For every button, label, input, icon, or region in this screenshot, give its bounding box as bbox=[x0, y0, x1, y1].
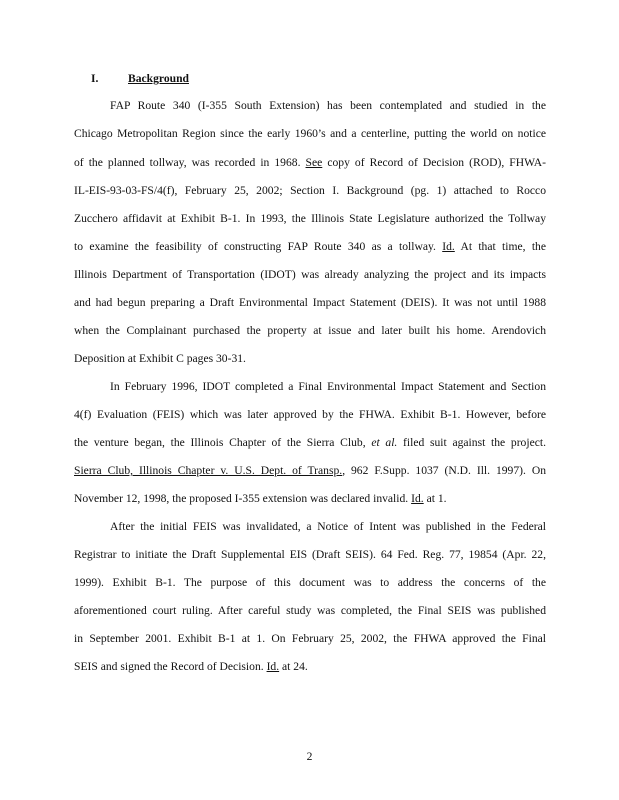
text-line: when the Complainant purchased the property at issue and later built his home. Arendovich bbox=[74, 324, 546, 337]
page-number: 2 bbox=[306, 750, 313, 763]
section-title: Background bbox=[128, 72, 189, 85]
italic-et-al: et al. bbox=[371, 436, 398, 449]
text-line: aforementioned court ruling. After careful study was completed, the Final SEIS was published bbox=[74, 604, 546, 617]
text-line: in September 2001. Exhibit B-1 at 1. On February 25, 2002, the FHWA approved the Final bbox=[74, 632, 546, 645]
text-line: to examine the feasibility of constructing FAP Route 340 as a tollway. Id. At that time, the bbox=[74, 240, 546, 253]
citation-signal: See bbox=[305, 156, 323, 169]
citation-id: Id. bbox=[442, 240, 455, 253]
text-line: SEIS and signed the Record of Decision. Id. at 24. bbox=[74, 660, 308, 673]
text-line: 4(f) Evaluation (FEIS) which was later approved by the FHWA. Exhibit B-1. However, before bbox=[74, 408, 546, 421]
text-line: the venture began, the Illinois Chapter of the Sierra Club, et al. filed suit against the project. bbox=[74, 436, 546, 449]
text-line: FAP Route 340 (I-355 South Extension) has been contemplated and studied in the bbox=[110, 99, 546, 112]
text-line: November 12, 1998, the proposed I-355 extension was declared invalid. Id. at 1. bbox=[74, 492, 447, 505]
text-line: of the planned tollway, was recorded in 1968. See copy of Record of Decision (ROD), FHWA- bbox=[74, 156, 546, 169]
text-line: IL-EIS-93-03-FS/4(f), February 25, 2002; Section I. Background (pg. 1) attached to Rocco bbox=[74, 184, 546, 197]
text-line: Sierra Club, Illinois Chapter v. U.S. Dept. of Transp., 962 F.Supp. 1037 (N.D. Ill. 1997). On bbox=[74, 464, 546, 477]
text-line: Illinois Department of Transportation (IDOT) was already analyzing the project and its impacts bbox=[74, 268, 546, 281]
text-line: and had begun preparing a Draft Environmental Impact Statement (DEIS). It was not until 1988 bbox=[74, 296, 546, 309]
text-line: Zucchero affidavit at Exhibit B-1. In 1993, the Illinois State Legislature authorized the Tollway bbox=[74, 212, 546, 225]
text-line: 1999). Exhibit B-1. The purpose of this document was to address the concerns of the bbox=[74, 576, 546, 589]
case-citation: Sierra Club, Illinois Chapter v. U.S. Dept. of Transp. bbox=[74, 464, 343, 477]
section-heading bbox=[91, 72, 189, 85]
section-number: I. bbox=[91, 72, 99, 85]
citation-id: Id. bbox=[411, 492, 424, 505]
text-line: Deposition at Exhibit C pages 30-31. bbox=[74, 352, 246, 365]
text-line: After the initial FEIS was invalidated, a Notice of Intent was published in the Federal bbox=[110, 520, 546, 533]
text-line: Chicago Metropolitan Region since the early 1960’s and a centerline, putting the world on notice bbox=[74, 127, 546, 140]
text-line: Registrar to initiate the Draft Supplemental EIS (Draft SEIS). 64 Fed. Reg. 77, 19854 (Apr. 22, bbox=[74, 548, 546, 561]
text-line: In February 1996, IDOT completed a Final Environmental Impact Statement and Section bbox=[110, 380, 546, 393]
citation-id: Id. bbox=[266, 660, 280, 673]
